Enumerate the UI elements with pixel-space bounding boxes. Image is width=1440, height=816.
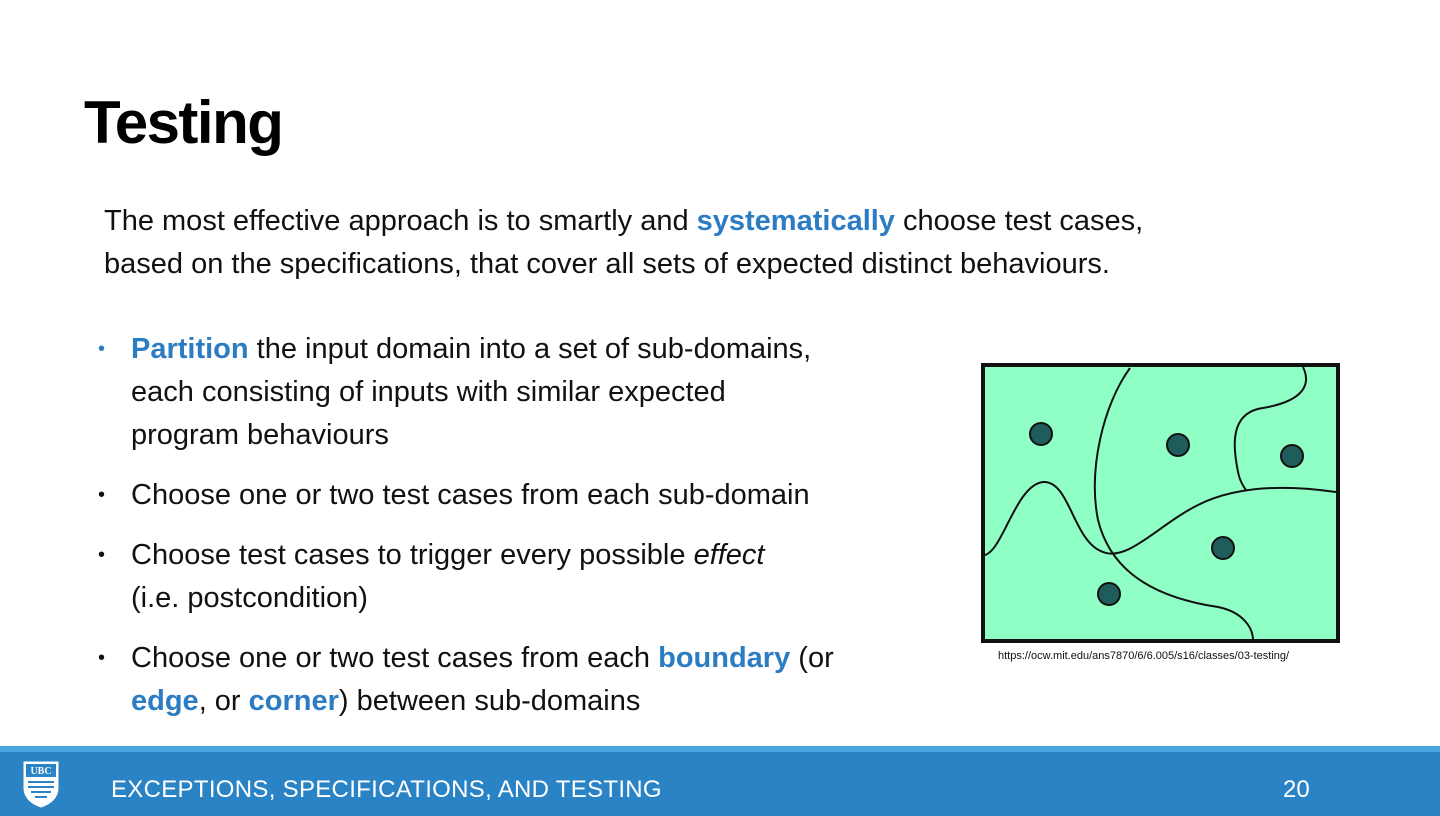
domain-rectangle [983, 365, 1338, 641]
footer-bar [0, 746, 1440, 816]
highlight-term: boundary [658, 642, 791, 674]
bullet-icon: • [98, 484, 106, 506]
bullet-text: Choose test cases to trigger every possible [131, 539, 694, 571]
test-point [1212, 537, 1234, 559]
partition-diagram [978, 360, 1342, 646]
emphasis-term: effect [693, 539, 765, 571]
image-credit: https://ocw.mit.edu/ans7870/6/6.005/s16/classes/03-testing/ [998, 650, 1290, 662]
bullet-text: Choose one or two test cases from each [131, 642, 659, 674]
test-point [1281, 445, 1303, 467]
bullet-item [98, 637, 933, 723]
bullet-text: (or [798, 642, 834, 674]
bullet-text: the input domain into a set of sub-domains, each consisting of inputs with similar expected program behaviours [131, 333, 812, 451]
bullet-icon: • [98, 647, 106, 669]
page-number: 20 [1283, 776, 1310, 803]
bullet-item [98, 474, 933, 517]
bullet-list [98, 328, 933, 740]
bullet-text: Choose one or two test cases from each sub-domain [131, 479, 810, 511]
highlight-term: Partition [131, 333, 249, 365]
test-point [1167, 434, 1189, 456]
bullet-item [98, 534, 933, 620]
bullet-text: (i.e. postcondition) [131, 582, 368, 614]
crest-logo-text: UBC [30, 766, 52, 777]
slide-title: Testing [84, 89, 283, 156]
test-point [1030, 423, 1052, 445]
bullet-item [98, 328, 933, 457]
bullet-text: ) between sub-domains [338, 685, 641, 717]
bullet-icon: • [98, 544, 106, 566]
bullet-icon: • [98, 338, 106, 360]
intro-text: choose test cases, based on the specifications, that cover all sets of expected distinct behaviours. [104, 205, 1144, 280]
highlight-term: edge [131, 685, 199, 717]
intro-text: The most effective approach is to smartly and [104, 205, 697, 237]
intro-paragraph [104, 200, 1324, 286]
ubc-crest-icon [22, 760, 60, 808]
test-point [1098, 583, 1120, 605]
intro-highlight: systematically [696, 205, 895, 237]
highlight-term: corner [248, 685, 339, 717]
bullet-text: , or [198, 685, 249, 717]
course-section-title: EXCEPTIONS, SPECIFICATIONS, AND TESTING [111, 776, 662, 803]
